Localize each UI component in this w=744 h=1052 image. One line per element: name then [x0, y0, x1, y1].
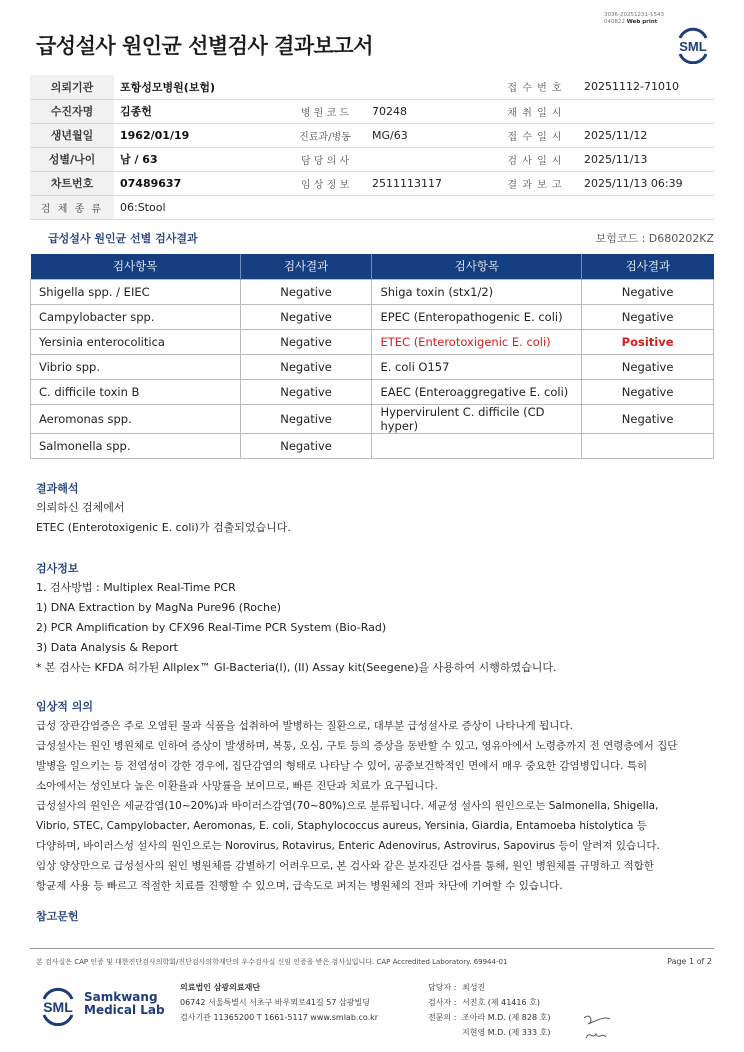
- logo-text: SML: [679, 39, 707, 54]
- test-item: E. coli O157: [372, 354, 582, 379]
- value-collection-date: [578, 99, 714, 123]
- value-test-date: 2025/11/13: [578, 147, 714, 171]
- org-address: 06742 서울특별시 서초구 바우뫼로41길 57 삼광빌딩: [180, 998, 370, 1007]
- web-print-label: Web print: [626, 19, 658, 25]
- test-item: EPEC (Enteropathogenic E. coli): [372, 304, 582, 329]
- test-item: Salmonella spp.: [31, 433, 241, 458]
- test-item: Shiga toxin (stx1/2): [372, 279, 582, 304]
- value-sex-age: 남 / 63: [114, 147, 284, 171]
- label-hospital-code: 병 원 코 드: [284, 99, 366, 123]
- label-receipt-date: 접 수 일 시: [492, 123, 578, 147]
- organization-info: [180, 980, 378, 1025]
- sml-logo-icon: [672, 24, 714, 64]
- patient-info-table: [30, 75, 714, 220]
- table-row: [31, 279, 714, 304]
- org-contact: 검사기관 11365200 T 1661-5117 www.smlab.co.kr: [180, 1013, 379, 1022]
- clinical-text: [36, 716, 712, 896]
- value-report-date: 2025/11/13 06:39: [578, 171, 714, 195]
- reference-code: 040822: [604, 19, 625, 25]
- staff-list: [428, 980, 550, 1040]
- label-test-date: 검 사 일 시: [492, 147, 578, 171]
- sml-logo-icon: [36, 984, 80, 1026]
- accreditation-note: 본 검사실은 CAP 인증 및 대한진단검사의학회/진단검사의학재단의 우수검사실 신임 인증을 받은 검사실입니다. CAP Accredited Laboratory. 69944-01: [36, 958, 508, 966]
- test-item-positive: ETEC (Enterotoxigenic E. coli): [372, 329, 582, 354]
- value-department: MG/63: [366, 123, 492, 147]
- insurance-code: 보험코드 : D680202KZ: [595, 232, 714, 245]
- clinical-line: 발병을 일으키는 등 전염성이 강한 경우에, 집단감염의 형태로 나타날 수 있어, 공중보건학적인 면에서 매우 중요한 감염병입니다. 특히: [36, 760, 648, 772]
- results-header-row: [31, 254, 714, 279]
- test-result: Negative: [240, 379, 372, 404]
- staff-row: [428, 980, 550, 995]
- label-report-date: 결 과 보 고: [492, 171, 578, 195]
- staff-row: [428, 1025, 550, 1040]
- logo-text: SML: [43, 999, 73, 1015]
- reference-number: 3036-20251231-1543: [604, 12, 664, 18]
- header-test-result: 검사결과: [582, 254, 714, 279]
- info-row: [30, 147, 714, 171]
- label-specimen-type: 검 체 종 류: [30, 195, 114, 219]
- clinical-line: 급성설사의 원인은 세균감염(10~20%)과 바이러스감염(70~80%)으로 분류됩니다. 세균성 설사의 원인으로는 Salmonella, Shigella,: [36, 800, 659, 812]
- label-patient-name: 수진자명: [30, 99, 114, 123]
- staff-name: 최성진: [462, 983, 486, 992]
- results-section-title: 급성설사 원인균 선별 검사결과: [48, 232, 198, 245]
- staff-row: [428, 995, 550, 1010]
- interpretation-title: 결과해석: [36, 482, 79, 495]
- method-text: [36, 578, 557, 678]
- clinical-line: 다양하며, 바이러스성 설사의 원인으로는 Norovirus, Rotavirus, Enteric Adenovirus, Astrovirus, Sapovirus 등이 알려져 있습니다.: [36, 840, 660, 852]
- value-requester: 포항성모병원(보험): [114, 75, 492, 99]
- report-title: 급성설사 원인균 선별검사 결과보고서: [36, 34, 374, 58]
- staff-role: 검사자 :: [428, 998, 457, 1007]
- value-specimen-type: 06:Stool: [114, 195, 714, 219]
- label-clinical-info: 임 상 정 보: [284, 171, 366, 195]
- clinical-line: 급성설사는 원인 병원체로 인하여 증상이 발생하며, 복통, 오심, 구토 등의 증상을 동반할 수 있고, 영유아에서 노령층까지 전 연령층에서 집단: [36, 740, 678, 752]
- brand-name: [84, 991, 165, 1017]
- method-line: * 본 검사는 KFDA 허가된 Allplex™ GI-Bacteria(I), (II) Assay kit(Seegene)을 사용하여 시행하였습니다.: [36, 661, 557, 674]
- value-receipt-date: 2025/11/12: [578, 123, 714, 147]
- test-item: Shigella spp. / EIEC: [31, 279, 241, 304]
- test-result: Negative: [240, 404, 372, 433]
- staff-name: 조아라 M.D. (제 828 호): [462, 1013, 551, 1022]
- header-test-result: 검사결과: [240, 254, 372, 279]
- info-row: [30, 99, 714, 123]
- label-collection-date: 채 취 일 시: [492, 99, 578, 123]
- method-title: 검사정보: [36, 562, 79, 575]
- test-result: Negative: [582, 404, 714, 433]
- footer-divider: [30, 948, 714, 949]
- test-result: Negative: [582, 354, 714, 379]
- test-result: Negative: [240, 329, 372, 354]
- test-result: Negative: [582, 304, 714, 329]
- info-row: [30, 123, 714, 147]
- value-hospital-code: 70248: [366, 99, 492, 123]
- label-sex-age: 성별/나이: [30, 147, 114, 171]
- brand-line: Medical Lab: [84, 1003, 165, 1017]
- test-item: Yersinia enterocolitica: [31, 329, 241, 354]
- method-line: 2) PCR Amplification by CFX96 Real-Time PCR System (Bio-Rad): [36, 621, 387, 634]
- test-result: Negative: [240, 354, 372, 379]
- method-line: 1. 검사방법 : Multiplex Real-Time PCR: [36, 581, 236, 594]
- clinical-line: 소아에서는 성인보다 높은 이환율과 사망률을 보이므로, 빠른 진단과 치료가 요구됩니다.: [36, 780, 438, 792]
- page-number: Page 1 of 2: [667, 957, 712, 966]
- label-requester: 의뢰기관: [30, 75, 114, 99]
- signature-icon: [580, 1010, 616, 1044]
- staff-role: 담당자 :: [428, 983, 457, 992]
- value-accession-no: 20251112-71010: [578, 75, 714, 99]
- table-row: [31, 329, 714, 354]
- info-row: [30, 75, 714, 99]
- test-item: Hypervirulent C. difficile (CD hyper): [372, 404, 582, 433]
- info-row: [30, 171, 714, 195]
- test-result-positive: Positive: [582, 329, 714, 354]
- results-table: [30, 254, 714, 459]
- value-chart-no: 07489637: [114, 171, 284, 195]
- staff-row: [428, 1010, 550, 1025]
- interpretation-line: ETEC (Enterotoxigenic E. coli)가 검출되었습니다.: [36, 521, 291, 534]
- label-department: 진료과/병동: [284, 123, 366, 147]
- test-item: [372, 433, 582, 458]
- header-test-item: 검사항목: [31, 254, 241, 279]
- test-result: Negative: [582, 279, 714, 304]
- table-row: [31, 354, 714, 379]
- test-item: Vibrio spp.: [31, 354, 241, 379]
- test-result: Negative: [240, 304, 372, 329]
- brand-line: Samkwang: [84, 990, 158, 1004]
- value-clinical-info: 2511113117: [366, 171, 492, 195]
- label-birth-date: 생년월일: [30, 123, 114, 147]
- clinical-line: 항균제 사용 등 빠르고 적절한 치료를 진행할 수 있으며, 급속도로 퍼지는 병원체의 전파 차단에 기여할 수 있습니다.: [36, 880, 563, 892]
- table-row: [31, 304, 714, 329]
- info-row: [30, 195, 714, 219]
- clinical-line: 급성 장관감염증은 주로 오염된 물과 식품을 섭취하여 발병하는 질환으로, 대부분 급성설사로 증상이 나타나게 됩니다.: [36, 720, 573, 732]
- test-item: Campylobacter spp.: [31, 304, 241, 329]
- table-row: [31, 379, 714, 404]
- staff-role: [428, 1025, 462, 1040]
- label-accession-no: 접 수 번 호: [492, 75, 578, 99]
- header-test-item: 검사항목: [372, 254, 582, 279]
- test-result: Negative: [240, 279, 372, 304]
- references-title: 참고문헌: [36, 910, 79, 923]
- org-name: 의료법인 삼광의료재단: [180, 983, 261, 992]
- table-row: [31, 433, 714, 458]
- test-item: C. difficile toxin B: [31, 379, 241, 404]
- staff-name: 지현영 M.D. (제 333 호): [462, 1028, 551, 1037]
- test-result: Negative: [582, 379, 714, 404]
- test-item: Aeromonas spp.: [31, 404, 241, 433]
- test-result: Negative: [240, 433, 372, 458]
- label-physician: 담 당 의 사: [284, 147, 366, 171]
- value-patient-name: 김종헌: [114, 99, 284, 123]
- interpretation-text: [36, 498, 291, 538]
- test-result: [582, 433, 714, 458]
- test-item: EAEC (Enteroaggregative E. coli): [372, 379, 582, 404]
- table-row: [31, 404, 714, 433]
- label-chart-no: 차트번호: [30, 171, 114, 195]
- clinical-title: 임상적 의의: [36, 700, 93, 713]
- clinical-line: Vibrio, STEC, Campylobacter, Aeromonas, E. coli, Staphylococcus aureus, Yersinia, Giardia, Entamoeba histolytica 등: [36, 820, 647, 832]
- method-line: 1) DNA Extraction by MagNa Pure96 (Roche): [36, 601, 282, 614]
- clinical-line: 임상 양상만으로 급성설사의 원인 병원체를 감별하기 어려우므로, 본 검사와 같은 분자진단 검사를 통해, 원인 병원체를 규명하고 적합한: [36, 860, 654, 872]
- report-reference: [604, 12, 664, 26]
- method-line: 3) Data Analysis & Report: [36, 641, 178, 654]
- value-birth-date: 1962/01/19: [114, 123, 284, 147]
- staff-name: 서진호 (제 41416 호): [462, 998, 540, 1007]
- value-physician: [366, 147, 492, 171]
- staff-role: 전문의 :: [428, 1013, 457, 1022]
- interpretation-line: 의뢰하신 검체에서: [36, 501, 125, 514]
